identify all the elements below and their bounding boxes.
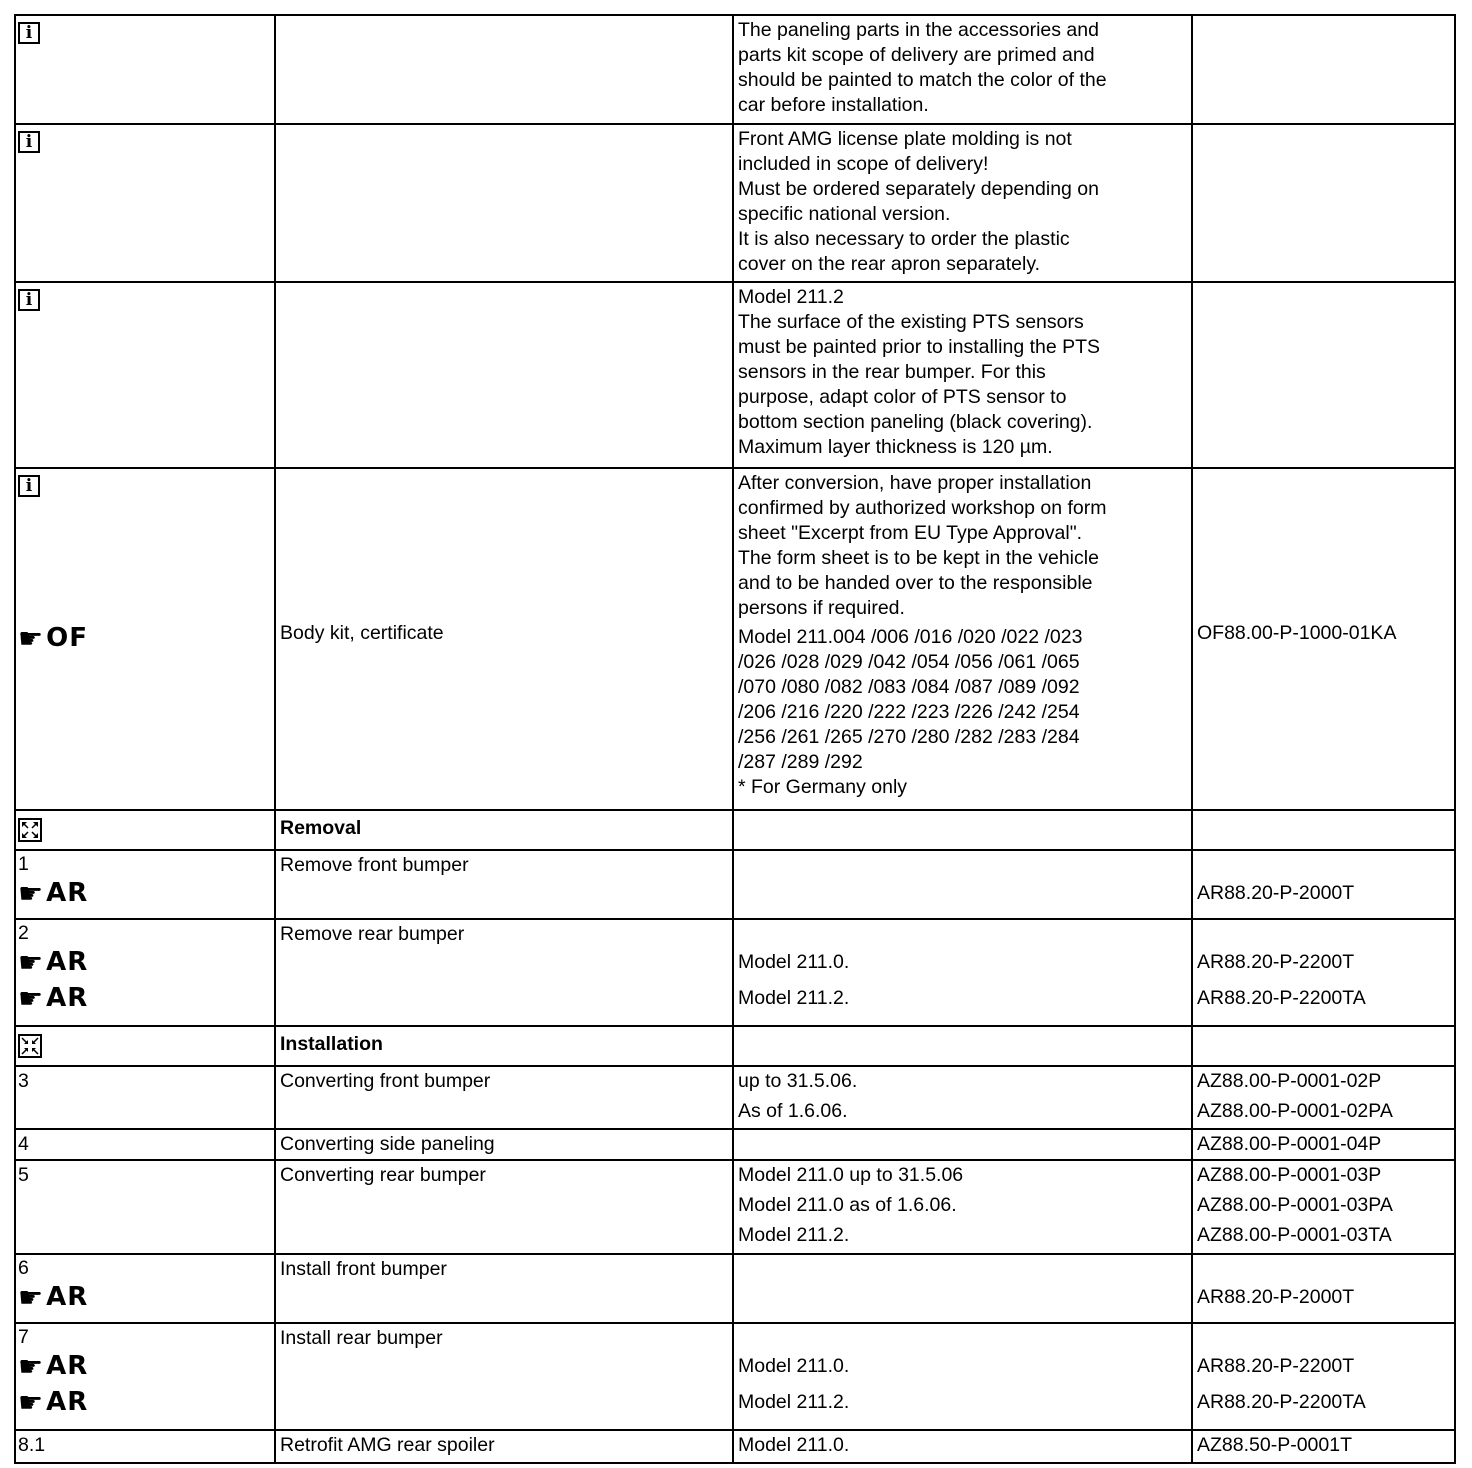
- table-row: [15, 850, 1455, 919]
- note-line: As of 1.6.06.: [738, 1100, 848, 1122]
- reference-tag[interactable]: [18, 1348, 270, 1384]
- note-line: Model 211.2.: [738, 1390, 850, 1413]
- icon-cell: [15, 850, 275, 919]
- note-line: bottom section paneling (black covering).: [738, 411, 1093, 433]
- table-row: [15, 1160, 1455, 1254]
- note-line: Maximum layer thickness is 120 µm.: [738, 436, 1053, 458]
- reference-link[interactable]: AR88.20-P-2200TA: [1197, 1390, 1366, 1413]
- reference-cell: [1192, 282, 1455, 468]
- reference-link[interactable]: AZ88.00-P-0001-02PA: [1197, 1100, 1393, 1122]
- note-cell: [733, 468, 1192, 810]
- note-cell: [733, 282, 1192, 468]
- icon-cell: [15, 1066, 275, 1129]
- reference-cell: [1192, 124, 1455, 282]
- reference-code: AR: [46, 1281, 89, 1312]
- note-line: /206 /216 /220 /222 /223 /226 /242 /254: [738, 701, 1080, 723]
- icon-cell: [15, 1026, 275, 1066]
- note-line: Model 211.0.: [738, 1354, 850, 1377]
- note-cell: [733, 1430, 1192, 1463]
- icon-cell: [15, 15, 275, 124]
- table-row: [15, 1254, 1455, 1323]
- step-number: 1: [18, 853, 29, 875]
- reference-cell: [1192, 1160, 1455, 1254]
- icon-cell: [15, 124, 275, 282]
- description-cell: [275, 15, 733, 124]
- pointing-hand-icon: ☛: [18, 876, 45, 910]
- table-row: [15, 15, 1455, 124]
- reference-link[interactable]: AZ88.00-P-0001-04P: [1197, 1133, 1382, 1155]
- table-row: [15, 919, 1455, 1026]
- info-icon: i: [18, 22, 40, 44]
- reference-link[interactable]: AZ88.00-P-0001-03P: [1197, 1164, 1382, 1186]
- step-number: 3: [18, 1070, 29, 1092]
- reference-link[interactable]: OF88.00-P-1000-01KA: [1197, 622, 1397, 644]
- note-line: Model 211.0 up to 31.5.06: [738, 1164, 964, 1186]
- description-cell: [275, 850, 733, 919]
- note-cell: [733, 124, 1192, 282]
- table-row: [15, 468, 1455, 810]
- note-cell: [733, 1026, 1192, 1066]
- note-line: Model 211.2.: [738, 986, 850, 1009]
- reference-cell: [1192, 1254, 1455, 1323]
- reference-link[interactable]: AR88.20-P-2000T: [1197, 881, 1355, 904]
- step-description: Remove front bumper: [280, 854, 469, 876]
- step-description: Converting rear bumper: [280, 1164, 486, 1186]
- icon-cell: [15, 1430, 275, 1463]
- note-cell: [733, 15, 1192, 124]
- reference-cell: [1192, 468, 1455, 810]
- note-line: must be painted prior to installing the PTS: [738, 336, 1101, 358]
- note-line: sheet "Excerpt from EU Type Approval".: [738, 522, 1083, 544]
- description-cell: [275, 1323, 733, 1430]
- reference-link[interactable]: AZ88.00-P-0001-03PA: [1197, 1194, 1393, 1216]
- icon-cell: [15, 282, 275, 468]
- icon-cell: [15, 810, 275, 850]
- description-cell: [275, 919, 733, 1026]
- reference-cell: [1192, 850, 1455, 919]
- pointing-hand-icon: ☛: [18, 981, 45, 1015]
- reference-tag[interactable]: [18, 944, 270, 980]
- note-line: specific national version.: [738, 203, 951, 225]
- reference-code: AR: [46, 1350, 89, 1381]
- note-cell: [733, 1066, 1192, 1129]
- step-description: Install rear bumper: [280, 1327, 443, 1349]
- icon-cell: [15, 1129, 275, 1160]
- note-line: Model 211.0 as of 1.6.06.: [738, 1194, 957, 1216]
- table-row: [15, 1129, 1455, 1160]
- section-row: [15, 810, 1455, 850]
- icon-cell: [15, 1254, 275, 1323]
- pointing-hand-icon: ☛: [18, 621, 45, 655]
- note-line: car before installation.: [738, 94, 929, 116]
- section-title: Removal: [280, 817, 362, 839]
- info-icon: i: [18, 131, 40, 153]
- note-line: It is also necessary to order the plastic: [738, 228, 1070, 250]
- note-line: /026 /028 /029 /042 /054 /056 /061 /065: [738, 651, 1080, 673]
- note-line: Model 211.0.: [738, 950, 850, 973]
- note-line: included in scope of delivery!: [738, 153, 989, 175]
- note-line: /256 /261 /265 /270 /280 /282 /283 /284: [738, 726, 1080, 748]
- removal-icon: [18, 818, 42, 842]
- reference-link[interactable]: AZ88.50-P-0001T: [1197, 1434, 1353, 1456]
- note-line: Model 211.004 /006 /016 /020 /022 /023: [738, 626, 1083, 648]
- reference-cell: [1192, 1430, 1455, 1463]
- note-line: [738, 875, 1187, 911]
- step-number: 8.1: [18, 1434, 46, 1456]
- reference-link[interactable]: AR88.20-P-2200T: [1197, 1354, 1355, 1377]
- table-row: [15, 1066, 1455, 1129]
- reference-cell: [1192, 919, 1455, 1026]
- reference-link[interactable]: AR88.20-P-2000T: [1197, 1285, 1355, 1308]
- step-description: Remove rear bumper: [280, 923, 465, 945]
- reference-cell: [1192, 15, 1455, 124]
- note-line: sensors in the rear bumper. For this: [738, 361, 1046, 383]
- note-cell: [733, 810, 1192, 850]
- icon-cell: [15, 1323, 275, 1430]
- description-cell: [275, 124, 733, 282]
- description-cell: [275, 1254, 733, 1323]
- step-description: Converting side paneling: [280, 1133, 495, 1155]
- note-line: up to 31.5.06.: [738, 1070, 858, 1092]
- reference-code: AR: [46, 946, 89, 977]
- installation-icon: [18, 1034, 42, 1058]
- note-cell: [733, 1254, 1192, 1323]
- section-row: [15, 1026, 1455, 1066]
- step-number: 5: [18, 1164, 29, 1186]
- pointing-hand-icon: ☛: [18, 1385, 45, 1419]
- note-line: Model 211.0.: [738, 1434, 850, 1456]
- description-cell: [275, 1160, 733, 1254]
- table-row: [15, 1430, 1455, 1463]
- table-row: [15, 282, 1455, 468]
- note-line: The surface of the existing PTS sensors: [738, 311, 1084, 333]
- reference-tag[interactable]: [18, 980, 270, 1016]
- note-cell: [733, 1129, 1192, 1160]
- description-cell: [275, 1066, 733, 1129]
- reference-code: AR: [46, 877, 89, 908]
- description-cell: [275, 1129, 733, 1160]
- info-icon: i: [18, 289, 40, 311]
- note-cell: [733, 1323, 1192, 1430]
- reference-cell: [1192, 810, 1455, 850]
- step-description: Converting front bumper: [280, 1070, 491, 1092]
- note-line: Model 211.2: [738, 286, 844, 308]
- reference-tag[interactable]: [18, 875, 270, 911]
- note-line: Front AMG license plate molding is not: [738, 128, 1072, 150]
- note-line: Model 211.2.: [738, 1224, 850, 1246]
- section-title: Installation: [280, 1033, 383, 1055]
- description-cell: [275, 1430, 733, 1463]
- note-line: persons if required.: [738, 597, 905, 619]
- description-cell: [275, 468, 733, 810]
- step-description: Install front bumper: [280, 1258, 447, 1280]
- procedure-table: [14, 14, 1456, 1464]
- note-line: [738, 1279, 1187, 1315]
- note-line: and to be handed over to the responsible: [738, 572, 1093, 594]
- note-line: * For Germany only: [738, 776, 908, 798]
- table-row: [15, 1323, 1455, 1430]
- pointing-hand-icon: ☛: [18, 1280, 45, 1314]
- description-cell: [275, 282, 733, 468]
- note-line: After conversion, have proper installation: [738, 472, 1092, 494]
- note-line: The paneling parts in the accessories and: [738, 19, 1099, 41]
- note-line: The form sheet is to be kept in the vehicle: [738, 547, 1099, 569]
- note-cell: [733, 1160, 1192, 1254]
- note-line: /070 /080 /082 /083 /084 /087 /089 /092: [738, 676, 1080, 698]
- step-number: 7: [18, 1326, 29, 1348]
- document-page: [14, 14, 1456, 1464]
- section-cell: [275, 1026, 733, 1066]
- reference-cell: [1192, 1066, 1455, 1129]
- note-cell: [733, 919, 1192, 1026]
- note-line: Must be ordered separately depending on: [738, 178, 1099, 200]
- note-line: cover on the rear apron separately.: [738, 253, 1041, 275]
- pointing-hand-icon: ☛: [18, 1349, 45, 1383]
- reference-cell: [1192, 1026, 1455, 1066]
- reference-cell: [1192, 1129, 1455, 1160]
- step-number: 4: [18, 1133, 29, 1155]
- note-line: parts kit scope of delivery are primed and: [738, 44, 1095, 66]
- note-line: /287 /289 /292: [738, 751, 863, 773]
- icon-cell: [15, 919, 275, 1026]
- step-description: Retrofit AMG rear spoiler: [280, 1434, 495, 1456]
- reference-code: AR: [46, 982, 89, 1013]
- note-line: purpose, adapt color of PTS sensor to: [738, 386, 1067, 408]
- icon-cell: [15, 468, 275, 810]
- icon-cell: [15, 1160, 275, 1254]
- reference-tag[interactable]: [18, 1279, 270, 1315]
- reference-link[interactable]: AZ88.00-P-0001-02P: [1197, 1070, 1382, 1092]
- reference-code: AR: [46, 1386, 89, 1417]
- section-cell: [275, 810, 733, 850]
- pointing-hand-icon: ☛: [18, 945, 45, 979]
- step-description: Body kit, certificate: [280, 622, 444, 644]
- step-number: 6: [18, 1257, 29, 1279]
- reference-tag[interactable]: [18, 620, 270, 656]
- note-cell: [733, 850, 1192, 919]
- step-number: 2: [18, 922, 29, 944]
- note-line: confirmed by authorized workshop on form: [738, 497, 1107, 519]
- reference-code: OF: [46, 622, 88, 653]
- reference-link[interactable]: AR88.20-P-2200T: [1197, 950, 1355, 973]
- reference-link[interactable]: AR88.20-P-2200TA: [1197, 986, 1366, 1009]
- note-line: should be painted to match the color of the: [738, 69, 1107, 91]
- info-icon: i: [18, 475, 40, 497]
- table-row: [15, 124, 1455, 282]
- reference-tag[interactable]: [18, 1384, 270, 1420]
- reference-link[interactable]: AZ88.00-P-0001-03TA: [1197, 1224, 1392, 1246]
- reference-cell: [1192, 1323, 1455, 1430]
